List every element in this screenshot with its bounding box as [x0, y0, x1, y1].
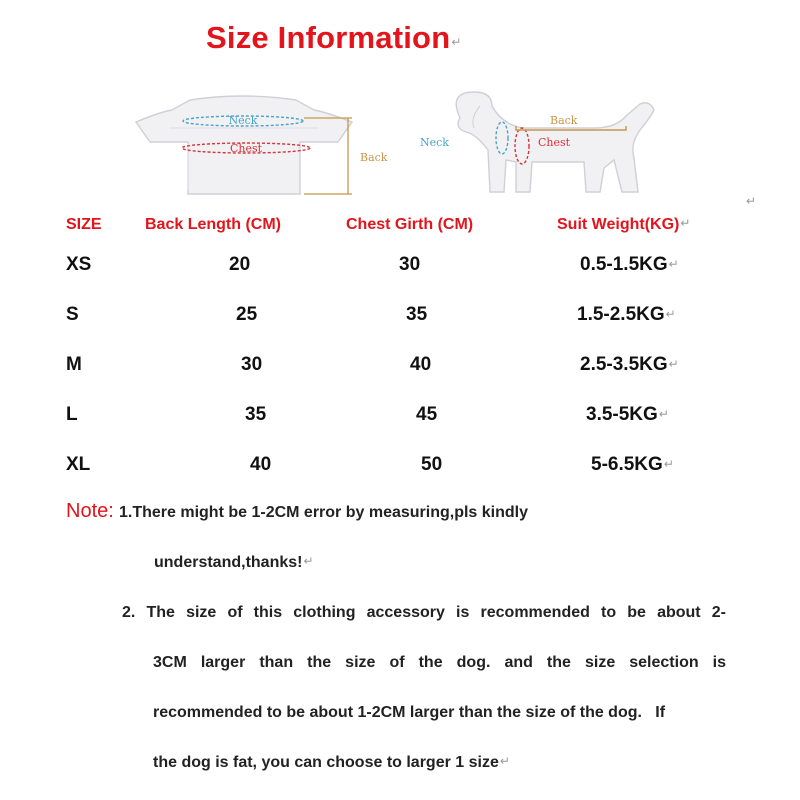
note-item-2-line-2: 3CM larger than the size of the dog. and the size selection is [153, 654, 726, 671]
shirt-back-label: Back [360, 151, 388, 164]
header-suit-weight: Suit Weight(KG)↵ [557, 216, 691, 233]
row-xl-back: 40 [250, 454, 272, 475]
row-m-back: 30 [241, 354, 263, 375]
dog-illustration [420, 92, 654, 192]
row-l-back: 35 [245, 404, 267, 425]
paragraph-mark-icon: ↵ [451, 35, 462, 49]
note-item-1-continued: understand,thanks!↵ [154, 554, 314, 571]
shirt-illustration [136, 96, 388, 194]
paragraph-mark-icon: ↵ [746, 194, 757, 208]
row-xl-chest: 50 [421, 454, 443, 475]
row-m-size: M [66, 354, 82, 375]
header-chest-girth: Chest Girth (CM) [346, 216, 474, 233]
row-l-weight: 3.5-5KG↵ [586, 404, 669, 425]
row-s-chest: 35 [406, 304, 428, 325]
row-xs-weight: 0.5-1.5KG↵ [580, 254, 679, 275]
row-s-size: S [66, 304, 79, 325]
row-xs-back: 20 [229, 254, 251, 275]
row-m-chest: 40 [410, 354, 432, 375]
row-xs-size: XS [66, 254, 92, 275]
row-m-weight: 2.5-3.5KG↵ [580, 354, 679, 375]
row-s-weight: 1.5-2.5KG↵ [577, 304, 676, 325]
row-xl-weight: 5-6.5KG↵ [591, 454, 674, 475]
note-item-2-line-1: 2. The size of this clothing accessory is recommended to be about 2- [122, 604, 726, 621]
row-s-back: 25 [236, 304, 258, 325]
note-label: Note: [66, 500, 114, 522]
row-xl-size: XL [66, 454, 91, 475]
shirt-chest-label: Chest [229, 142, 263, 155]
dog-chest-label: Chest [538, 136, 571, 149]
header-size: SIZE [66, 216, 102, 233]
note-item-2-line-3: recommended to be about 1-2CM larger than the size of the dog. If [153, 704, 666, 721]
shirt-neck-label: Neck [228, 114, 258, 127]
size-diagram [130, 88, 660, 200]
row-xs-chest: 30 [399, 254, 421, 275]
header-back-length: Back Length (CM) [145, 216, 281, 233]
row-l-size: L [66, 404, 78, 425]
note-item-2-line-4: the dog is fat, you can choose to larger 1 size↵ [153, 754, 510, 771]
note-item-1: 1.There might be 1-2CM error by measuring,pls kindly [119, 504, 528, 521]
dog-back-label: Back [550, 114, 578, 127]
page-title: Size Information↵ [206, 20, 462, 55]
dog-neck-label: Neck [420, 136, 449, 149]
row-l-chest: 45 [416, 404, 438, 425]
